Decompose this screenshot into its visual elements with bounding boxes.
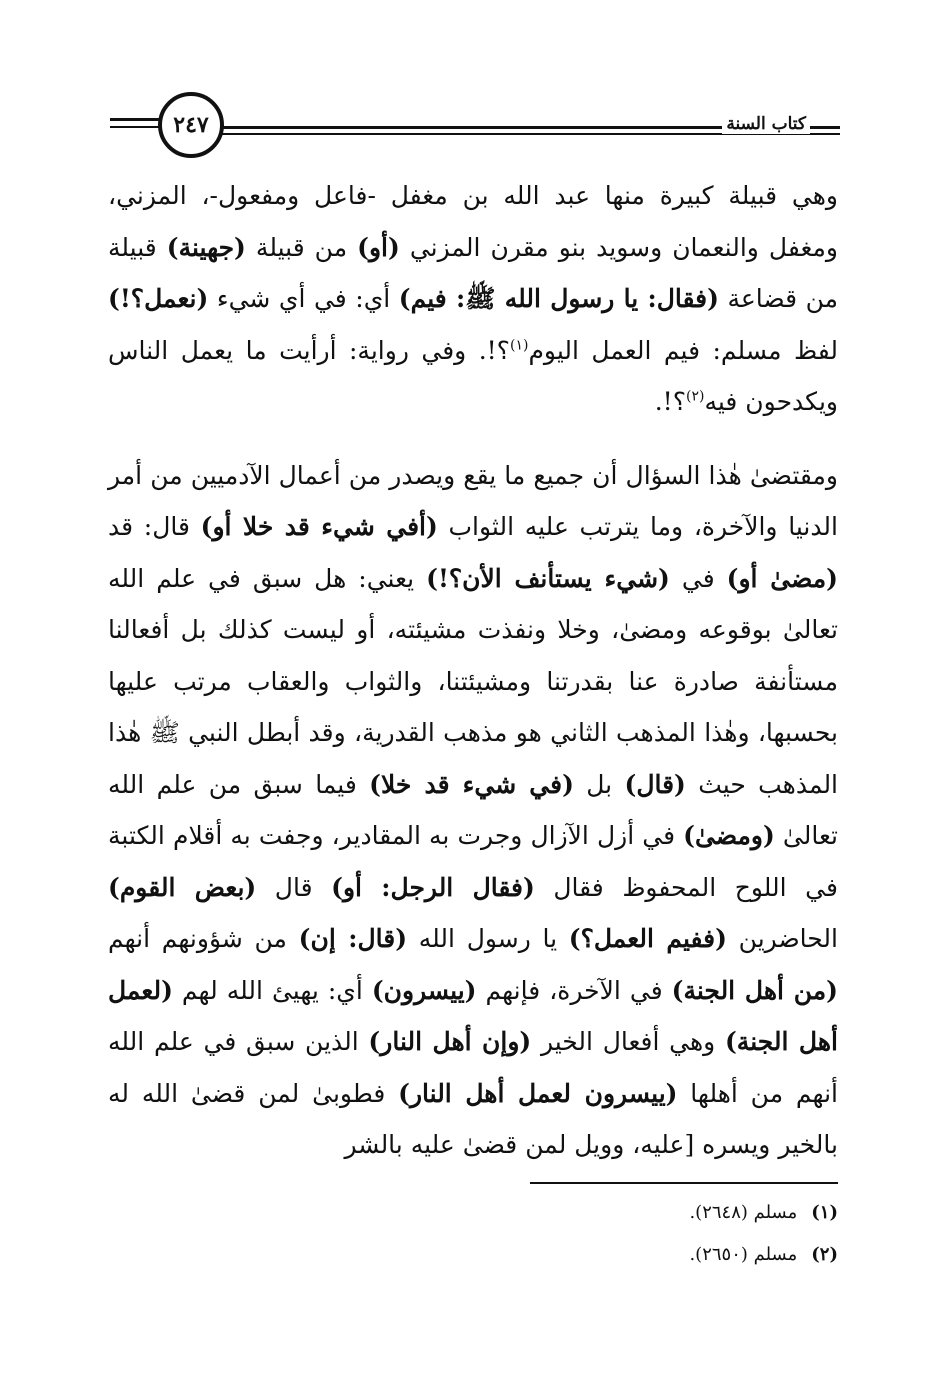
p2-text: في الآخرة، فإنهم xyxy=(476,975,672,1005)
p2-bold: (فقال الرجل: أو) xyxy=(331,872,535,902)
p1-text: ؟!. xyxy=(654,387,686,416)
p2-text: فيما سبق من علم الله تعالىٰ xyxy=(108,769,838,850)
p2-bold: (قال: إن) xyxy=(298,924,408,953)
page-header xyxy=(110,92,840,162)
footnote-text: مسلم (٢٦٤٨). xyxy=(689,1202,798,1223)
p1-bold: (فقال: يا رسول الله ﷺ: فيم) xyxy=(398,284,719,313)
p2-bold: (مضىٰ أو) xyxy=(726,563,838,593)
p2-bold: (ييسرون) xyxy=(371,975,477,1005)
footnote-number: (٢) xyxy=(811,1244,838,1265)
footnote-ref-2: (٢) xyxy=(685,388,705,405)
p2-text: من شؤونهم أنهم xyxy=(108,924,299,953)
p1-bold: (نعمل؟!) xyxy=(108,284,209,313)
p2-text: يا رسول الله xyxy=(407,924,569,953)
p2-bold: (ومضىٰ) xyxy=(683,821,775,850)
p2-bold: (وإن أهل النار) xyxy=(368,1027,532,1056)
p2-text: وهي أفعال الخير xyxy=(531,1027,725,1056)
p1-text: ؟!. وفي رواية: أرأيت ما يعمل الناس ويكدحون فيه xyxy=(108,335,838,416)
footnotes xyxy=(108,1192,838,1276)
p1-text: وهي قبيلة كبيرة منها عبد الله بن مغفل -فاعل ومفعول-، المزني، ومغفل والنعمان وسويد بنو مقرن المزني xyxy=(108,181,838,262)
p2-bold: (بعض القوم) xyxy=(108,872,257,902)
p2-text: قال xyxy=(256,872,332,902)
p2-bold: (من أهل الجنة) xyxy=(671,975,838,1005)
p2-bold: (شيء يستأنف الأن؟!) xyxy=(426,563,670,593)
p2-text: الحاضرين xyxy=(726,924,838,953)
p2-text: بل xyxy=(573,769,625,799)
header-rule-left-top xyxy=(110,118,160,121)
p2-text: فطوبىٰ لمن قضىٰ الله له بالخير ويسره [عليه، وويل لمن قضىٰ عليه بالشر xyxy=(108,1078,838,1159)
p2-text: أي: يهيئ الله لهم xyxy=(172,975,372,1005)
p2-bold: (ييسرون لعمل أهل النار) xyxy=(398,1078,678,1108)
paragraph-1 xyxy=(108,170,838,428)
p2-bold: (قال) xyxy=(624,769,686,799)
p2-bold: (أفي شيء قد خلا أو) xyxy=(200,512,438,541)
p2-bold: (في شيء قد خلا) xyxy=(369,769,574,799)
p2-text: يعني: هل سبق في علم الله تعالىٰ بوقوعه ومضىٰ، وخلا ونفذت مشيئته، أو ليست كذلك بل أفعالنا مستأنفة صادرة عنا بقدرتنا ومشيئتنا، والثواب والعقاب مرتب عليها بحسبها، وهٰذا المذهب الثاني هو مذهب القدرية، وقد أبطل النبي ﷺ هٰذا المذهب حيث xyxy=(108,563,839,799)
footnote-separator xyxy=(530,1182,838,1184)
footnote-2 xyxy=(108,1234,838,1276)
p2-text: في xyxy=(669,563,727,593)
p2-text: قال: قد xyxy=(108,512,201,541)
p2-bold: (ففيم العمل؟) xyxy=(568,924,727,953)
paragraph-2 xyxy=(108,450,838,1171)
footnote-ref-1: (١) xyxy=(509,337,529,354)
header-rule-left-bottom xyxy=(110,126,160,128)
p1-bold: (أو) xyxy=(357,232,400,262)
p2-text: ومقتضىٰ هٰذا السؤال أن جميع ما يقع ويصدر من أعمال الآدميين من أمر الدنيا والآخرة، وما يترتب عليه الثواب xyxy=(108,460,839,541)
footnote-number: (١) xyxy=(811,1202,838,1223)
p2-text: في أزل الآزال وجرت به المقادير، وجفت به أقلام الكتبة في اللوح المحفوظ فقال xyxy=(108,821,838,902)
page-number: ٢٤٧ xyxy=(158,92,224,158)
p1-text: أي: في أي شيء xyxy=(208,284,399,313)
footnote-text: مسلم (٢٦٥٠). xyxy=(689,1244,798,1265)
p2-text: الذين سبق في علم الله أنهم من أهلها xyxy=(108,1027,838,1108)
p1-text: من قبيلة xyxy=(245,232,358,262)
footnote-1 xyxy=(108,1192,838,1234)
p2-bold: (لعمل أهل الجنة) xyxy=(108,975,838,1056)
running-title: كتاب السنة xyxy=(722,114,810,134)
p1-bold: (جهينة) xyxy=(166,232,246,262)
p1-text: لفظ مسلم: فيم العمل اليوم xyxy=(528,335,838,365)
main-text xyxy=(108,170,838,1171)
p1-text: قبيلة من قضاعة xyxy=(108,232,838,313)
